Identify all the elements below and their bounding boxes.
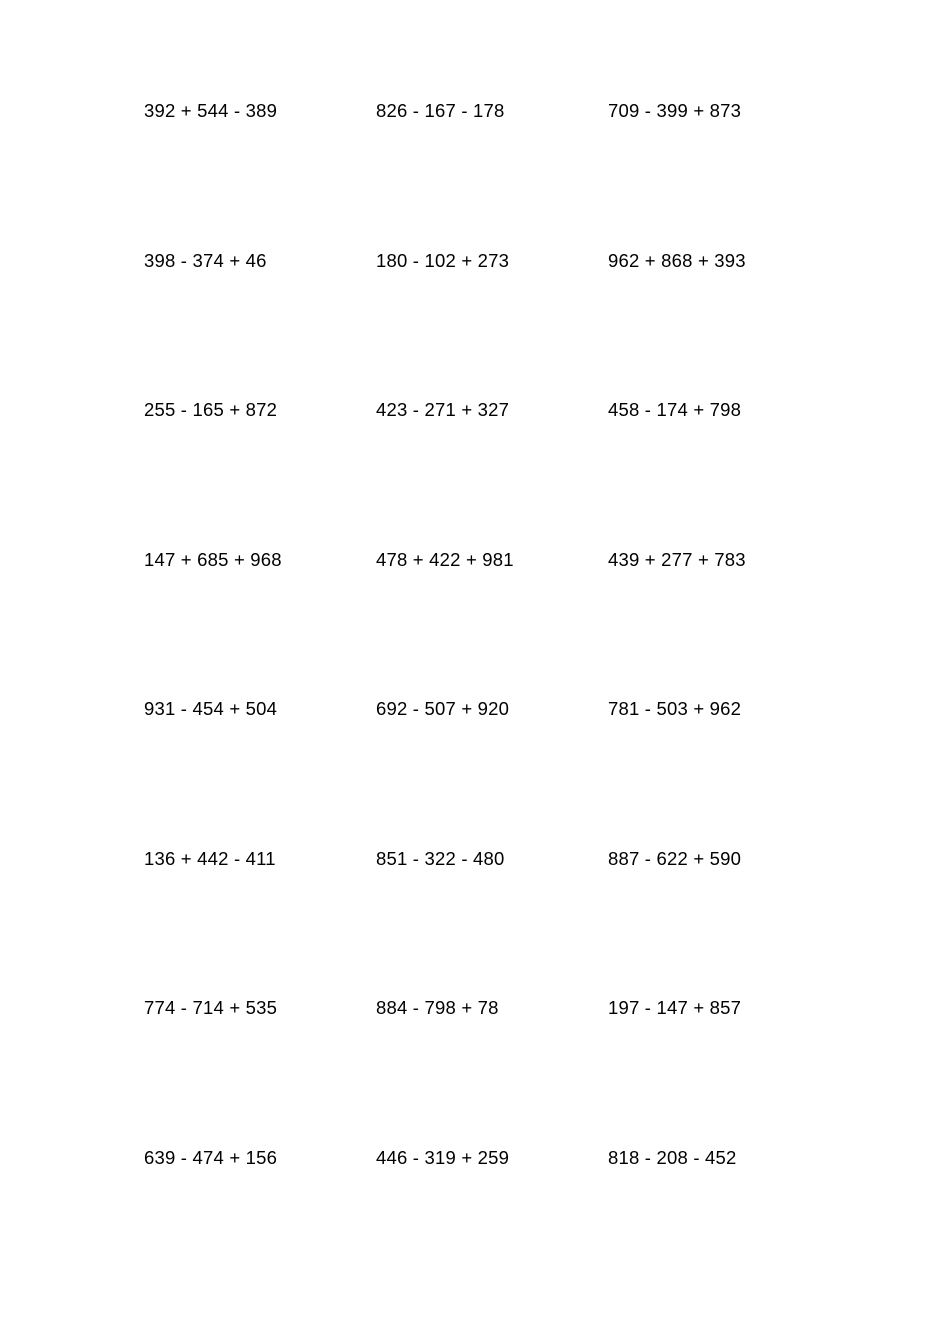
problem-row xyxy=(144,848,844,998)
problem-row xyxy=(144,399,844,549)
math-problem: 136 + 442 - 411 xyxy=(144,847,276,869)
math-problem: 884 - 798 + 78 xyxy=(376,997,499,1018)
math-problem: 392 + 544 - 389 xyxy=(144,100,278,121)
math-problem: 781 - 503 + 962 xyxy=(608,698,742,719)
math-problem: 255 - 165 + 872 xyxy=(144,399,278,420)
math-problem: 398 - 374 + 46 xyxy=(144,249,267,271)
problem-row xyxy=(144,100,844,250)
math-problem: 774 - 714 + 535 xyxy=(144,997,278,1018)
problem-row xyxy=(144,997,844,1147)
math-problem: 639 - 474 + 156 xyxy=(144,1146,278,1168)
math-problem: 931 - 454 + 504 xyxy=(144,698,278,719)
problem-row xyxy=(144,549,844,699)
math-problem: 962 + 868 + 393 xyxy=(608,249,746,271)
math-problem: 458 - 174 + 798 xyxy=(608,399,742,420)
problem-row xyxy=(144,250,844,400)
math-problem: 692 - 507 + 920 xyxy=(376,698,510,719)
problem-row xyxy=(144,698,844,848)
problem-row xyxy=(144,1147,844,1297)
math-problem: 887 - 622 + 590 xyxy=(608,847,742,869)
math-problem: 423 - 271 + 327 xyxy=(376,399,510,420)
math-problem: 709 - 399 + 873 xyxy=(608,100,742,121)
math-problem: 826 - 167 - 178 xyxy=(376,100,505,121)
math-problem: 478 + 422 + 981 xyxy=(376,548,514,570)
math-problem: 180 - 102 + 273 xyxy=(376,249,510,271)
math-problem: 147 + 685 + 968 xyxy=(144,548,282,570)
math-problem: 851 - 322 - 480 xyxy=(376,847,505,869)
math-worksheet xyxy=(144,100,844,1296)
math-problem: 197 - 147 + 857 xyxy=(608,997,742,1018)
math-problem: 818 - 208 - 452 xyxy=(608,1146,737,1168)
math-problem: 446 - 319 + 259 xyxy=(376,1146,510,1168)
math-problem: 439 + 277 + 783 xyxy=(608,548,746,570)
